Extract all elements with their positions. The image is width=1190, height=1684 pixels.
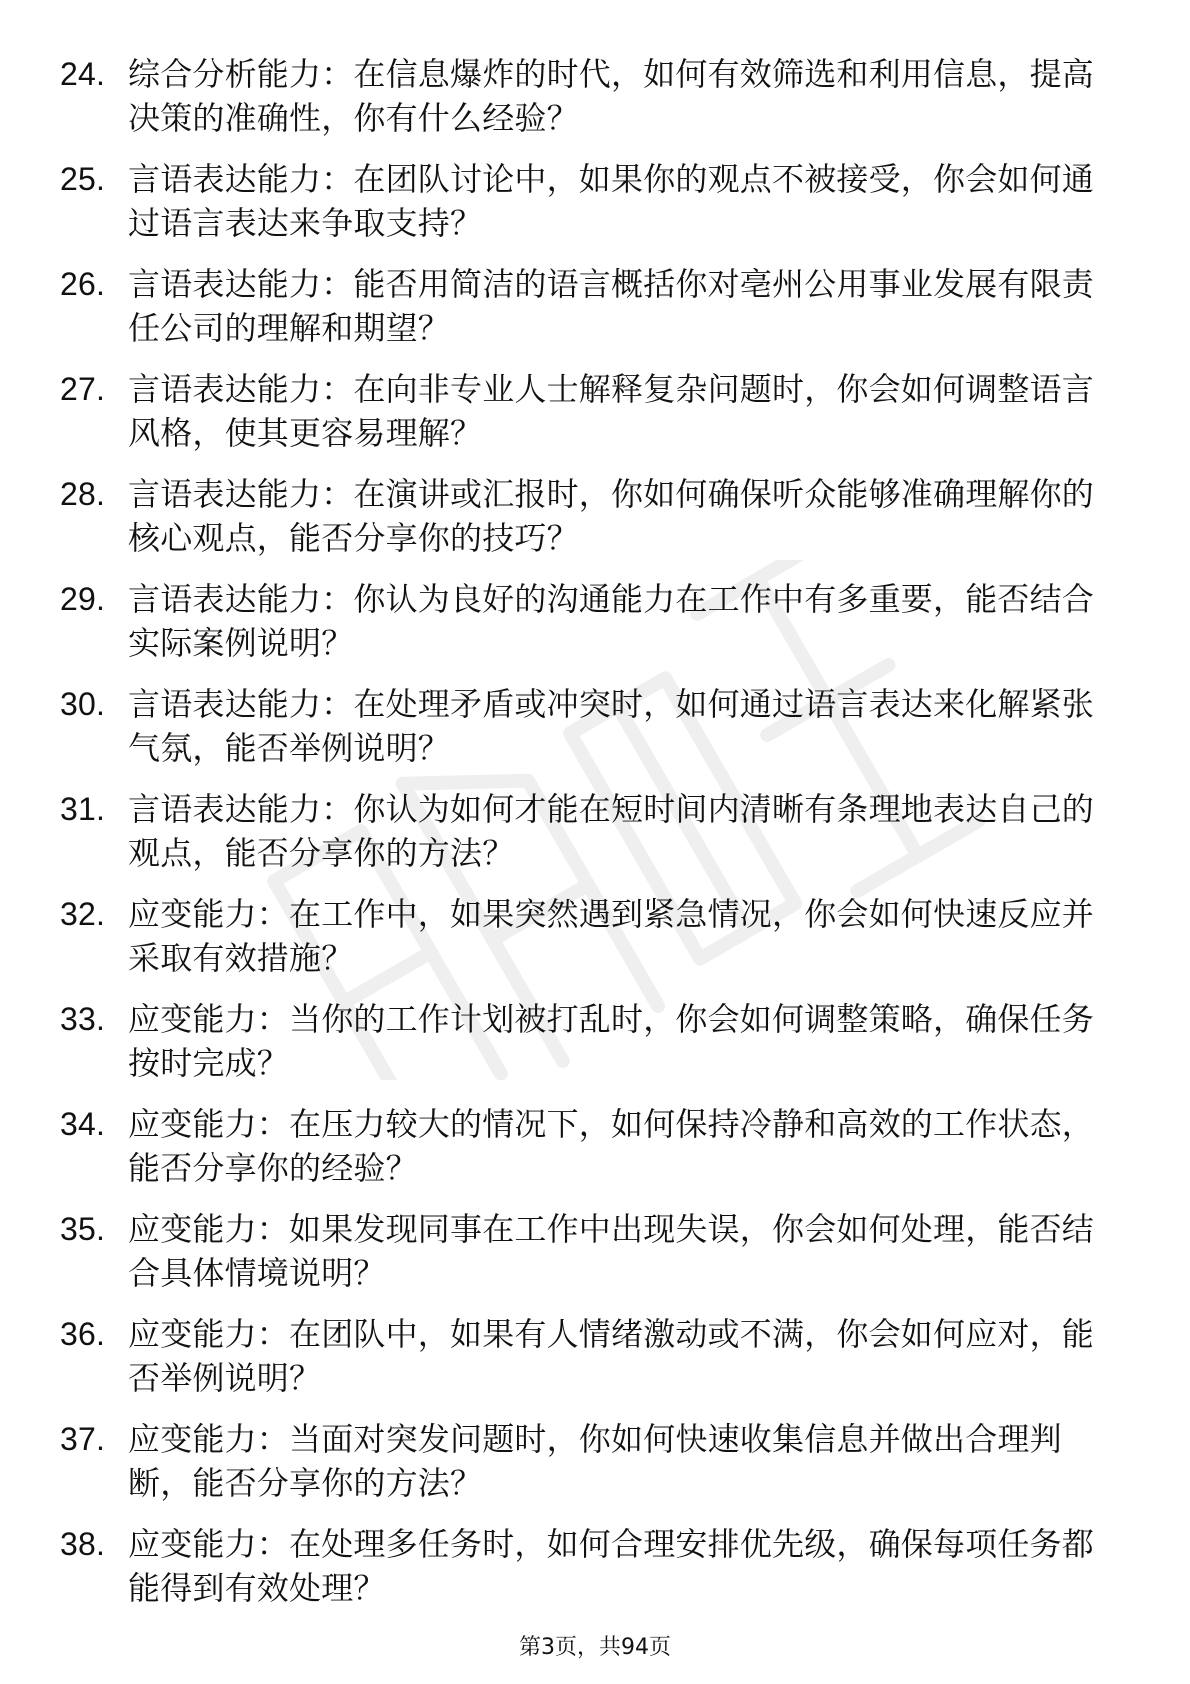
question-number: 28.: [60, 476, 106, 512]
question-text: 应变能力：当你的工作计划被打乱时，你会如何调整策略，确保任务按时完成？: [128, 1000, 1095, 1082]
question-item: [60, 1102, 1110, 1190]
question-text: 应变能力：当面对突发问题时，你如何快速收集信息并做出合理判断，能否分享你的方法？: [128, 1420, 1062, 1502]
question-item: [60, 157, 1110, 245]
question-item: [60, 787, 1110, 875]
question-number: 27.: [60, 371, 106, 407]
question-item: [60, 997, 1110, 1085]
question-number: 31.: [60, 791, 106, 827]
question-text: 言语表达能力：在演讲或汇报时，你如何确保听众能够准确理解你的核心观点，能否分享你的技巧？: [128, 475, 1095, 557]
question-item: [60, 682, 1110, 770]
question-number: 35.: [60, 1211, 106, 1247]
question-text: 言语表达能力：你认为良好的沟通能力在工作中有多重要，能否结合实际案例说明？: [128, 580, 1095, 662]
question-number: 24.: [60, 56, 106, 92]
question-list: [60, 52, 1110, 1627]
question-number: 29.: [60, 581, 106, 617]
question-text: 言语表达能力：在向非专业人士解释复杂问题时，你会如何调整语言风格，使其更容易理解？: [128, 370, 1095, 452]
question-number: 34.: [60, 1106, 106, 1142]
question-text: 应变能力：如果发现同事在工作中出现失误，你会如何处理，能否结合具体情境说明？: [128, 1210, 1095, 1292]
question-text: 言语表达能力：你认为如何才能在短时间内清晰有条理地表达自己的观点，能否分享你的方法？: [128, 790, 1095, 872]
question-item: [60, 1522, 1110, 1610]
question-item: [60, 892, 1110, 980]
page-number: 第3页，共94页: [519, 1635, 671, 1660]
question-item: [60, 367, 1110, 455]
question-number: 26.: [60, 266, 106, 302]
question-text: 应变能力：在工作中，如果突然遇到紧急情况，你会如何快速反应并采取有效措施？: [128, 895, 1095, 977]
question-item: [60, 472, 1110, 560]
question-text: 言语表达能力：在团队讨论中，如果你的观点不被接受，你会如何通过语言表达来争取支持？: [128, 160, 1095, 242]
question-number: 25.: [60, 161, 106, 197]
question-number: 38.: [60, 1526, 106, 1562]
question-item: [60, 1207, 1110, 1295]
question-text: 综合分析能力：在信息爆炸的时代，如何有效筛选和利用信息，提高决策的准确性，你有什么经验？: [128, 55, 1095, 137]
question-item: [60, 577, 1110, 665]
question-number: 33.: [60, 1001, 106, 1037]
question-text: 言语表达能力：在处理矛盾或冲突时，如何通过语言表达来化解紧张气氛，能否举例说明？: [128, 685, 1095, 767]
question-item: [60, 262, 1110, 350]
question-item: [60, 1417, 1110, 1505]
question-item: [60, 52, 1110, 140]
question-item: [60, 1312, 1110, 1400]
question-text: 应变能力：在压力较大的情况下，如何保持冷静和高效的工作状态，能否分享你的经验？: [128, 1105, 1095, 1187]
question-text: 应变能力：在处理多任务时，如何合理安排优先级，确保每项任务都能得到有效处理？: [128, 1525, 1095, 1607]
question-text: 应变能力：在团队中，如果有人情绪激动或不满，你会如何应对，能否举例说明？: [128, 1315, 1095, 1397]
question-number: 30.: [60, 686, 106, 722]
question-number: 32.: [60, 896, 106, 932]
question-number: 36.: [60, 1316, 106, 1352]
question-text: 言语表达能力：能否用简洁的语言概括你对亳州公用事业发展有限责任公司的理解和期望？: [128, 265, 1095, 347]
question-number: 37.: [60, 1421, 106, 1457]
